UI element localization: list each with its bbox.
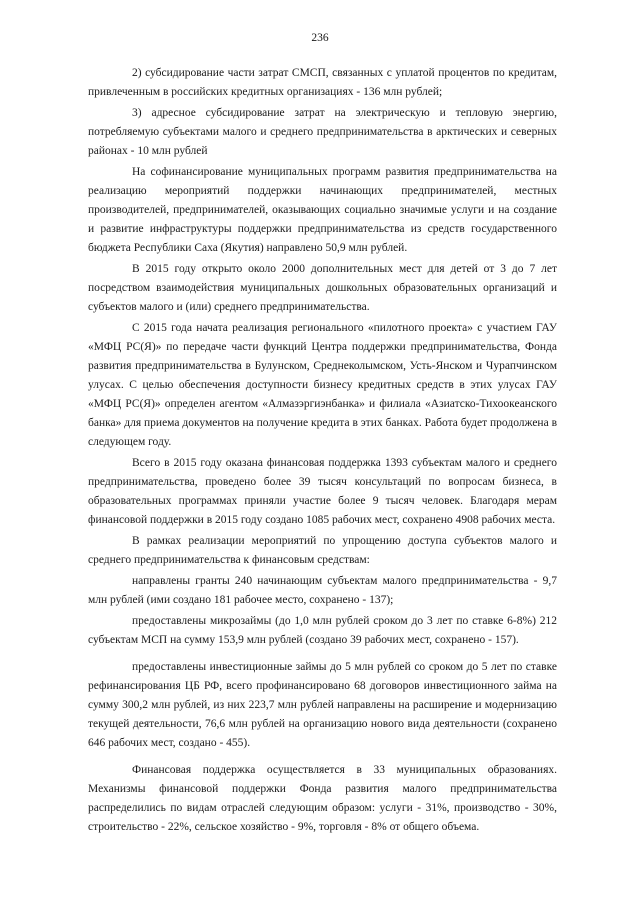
paragraph-microloans: предоставлены микрозаймы (до 1,0 млн рублей сроком до 3 лет по ставке 6-8%) 212 субъектам МСП на сумму 153,9 млн рублей (создано 39 рабочих мест, сохранено - 157). [88,615,557,646]
paragraph-investment-loans: предоставлены инвестиционные займы до 5 млн рублей со сроком до 5 лет по ставке рефинансирования ЦБ РФ, всего профинансировано 68 договоров инвестиционного займа на сумму 300,2 млн рублей, из них 223,7 млн рублей направлены на расширение и модернизацию текущей деятельности, 76,6 млн рублей на организацию нового вида деятельности (сохранено 646 рабочих мест, создано - 455). [88,661,557,749]
paragraph-subsidy-energy: 3) адресное субсидирование затрат на электрическую и тепловую энергию, потребляемую субъектами малого и среднего предпринимательства в арктических и северных районах - 10 млн рублей [88,107,557,157]
paragraph-financial-support: Всего в 2015 году оказана финансовая поддержка 1393 субъектам малого и среднего предпринимательства, проведено более 39 тысяч консультаций по вопросам бизнеса, в образовательных программах приняли участие более 9 тысяч человек. Благодаря мерам финансовой поддержки в 2015 году создано 1085 рабочих мест, сохранено 4908 рабочих места. [88,457,557,526]
paragraph-kindergarten-places: В 2015 году открыто около 2000 дополнительных мест для детей от 3 до 7 лет посредством взаимодействия муниципальных дошкольных образовательных организаций и субъектов малого и (или) среднего предпринимательства. [88,263,557,313]
paragraph-municipal-programs: На софинансирование муниципальных программ развития предпринимательства на реализацию мероприятий поддержки начинающих предпринимателей, местных производителей, предпринимателей, оказывающих социально значимые услуги и на создание и развитие инфраструктуры поддержки предпринимательства из средств государственного бюджета Республики Саха (Якутия) направлено 50,9 млн рублей. [88,166,557,254]
paragraph-access-measures: В рамках реализации мероприятий по упрощению доступа субъектов малого и среднего предпринимательства к финансовым средствам: [88,535,557,566]
paragraph-grants: направлены гранты 240 начинающим субъектам малого предпринимательства - 9,7 млн рублей (ими создано 181 рабочее место, сохранено - 137); [88,575,557,606]
page-number: 236 [311,32,329,44]
body-text [88,64,557,839]
paragraph-pilot-project: С 2015 года начата реализация регионального «пилотного проекта» с участием ГАУ «МФЦ РС(Я)» по передаче части функций Центра поддержки предпринимательства, Фонда развития предпринимательства в Булунском, Среднеколымском, Усть-Янском и Чурапчинском улусах. С целью обеспечения доступности бизнесу кредитных средств в этих улусах ГАУ «МФЦ РС(Я)» определен агентом «Алмазэргиэнбанка» и филиала «Азиатско-Тихоокеанского банка» для приема документов на получение кредита в этих банках. Работа будет продолжена в следующем году. [88,322,557,448]
paragraph-sector-distribution: Финансовая поддержка осуществляется в 33 муниципальных образованиях. Механизмы финансовой поддержки Фонда развития малого предпринимательства распределились по видам отраслей следующим образом: услуги - 31%, производство - 30%, строительство - 22%, сельское хозяйство - 9%, торговля - 8% от общего объема. [88,764,557,833]
paragraph-subsidy-interest: 2) субсидирование части затрат СМСП, связанных с уплатой процентов по кредитам, привлеченным в российских кредитных организациях - 136 млн рублей; [88,67,557,98]
